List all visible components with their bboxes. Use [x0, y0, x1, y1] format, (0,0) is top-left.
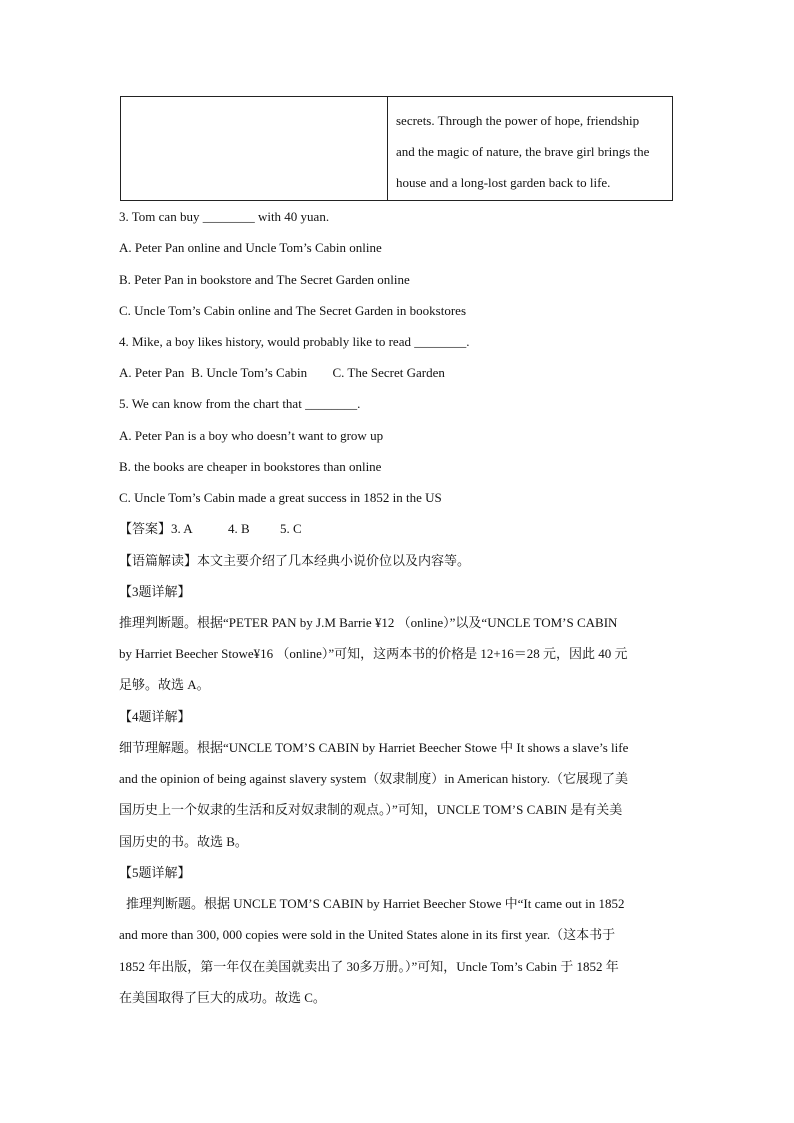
- detail-5-heading: 【5题详解】: [119, 865, 191, 880]
- detail-3-line: by Harriet Beecher Stowe¥16 （online）”可知，这两本书的价格是 12+16＝28 元，因此 40 元: [119, 646, 628, 661]
- detail-4-line: 细节理解题。根据“UNCLE TOM’S CABIN by Harriet Beecher Stowe 中 It shows a slave’s life: [119, 740, 629, 755]
- detail-5-line: 在美国取得了巨大的成功。故选 C。: [119, 990, 326, 1005]
- question-5-stem: 5. We can know from the chart that ________.: [119, 396, 361, 411]
- detail-4-heading: 【4题详解】: [119, 709, 191, 724]
- table-cell-description: [396, 105, 671, 198]
- question-5-option-c: C. Uncle Tom’s Cabin made a great success in 1852 in the US: [119, 490, 442, 505]
- passage-interpretation: 【语篇解读】本文主要介绍了几本经典小说价位以及内容等。: [119, 553, 471, 568]
- answer-5: 5. C: [280, 521, 302, 536]
- question-4-options: [119, 363, 445, 383]
- table-column-divider: [387, 97, 388, 200]
- answer-3: 3. A: [171, 521, 193, 536]
- detail-5-line: 推理判断题。根据 UNCLE TOM’S CABIN by Harriet Beecher Stowe 中“It came out in 1852: [126, 896, 625, 911]
- question-4-option-a: A. Peter Pan: [119, 365, 185, 380]
- table-cell-line: house and a long-lost garden back to life.: [396, 175, 611, 190]
- detail-4-line: 国历史的书。故选 B。: [119, 834, 248, 849]
- question-3-stem: 3. Tom can buy ________ with 40 yuan.: [119, 209, 330, 224]
- question-3-option-c: C. Uncle Tom’s Cabin online and The Secret Garden in bookstores: [119, 303, 467, 318]
- detail-3-line: 推理判断题。根据“PETER PAN by J.M Barrie ¥12 （online）”以及“UNCLE TOM’S CABIN: [119, 615, 618, 630]
- question-5-option-b: B. the books are cheaper in bookstores than online: [119, 459, 382, 474]
- table-cell-line: secrets. Through the power of hope, friendship: [396, 113, 640, 128]
- answer-label: 【答案】: [119, 521, 172, 536]
- question-3-option-b: B. Peter Pan in bookstore and The Secret Garden online: [119, 272, 410, 287]
- question-4-stem: 4. Mike, a boy likes history, would probably like to read ________.: [119, 334, 470, 349]
- question-4-option-c: C. The Secret Garden: [332, 365, 445, 380]
- answer-4: 4. B: [228, 521, 250, 536]
- book-table-fragment: [120, 96, 673, 201]
- answer-line: [119, 519, 302, 539]
- detail-5-line: 1852 年出版，第一年仅在美国就卖出了 30多万册。）”可知，Uncle Tom’s Cabin 于 1852 年: [119, 959, 619, 974]
- detail-3-heading: 【3题详解】: [119, 584, 191, 599]
- question-4-option-b: B. Uncle Tom’s Cabin: [191, 365, 308, 380]
- question-5-option-a: A. Peter Pan is a boy who doesn’t want to grow up: [119, 428, 384, 443]
- detail-3-line: 足够。故选 A。: [119, 677, 210, 692]
- table-cell-line: and the magic of nature, the brave girl brings the: [396, 144, 650, 159]
- detail-5-line: and more than 300, 000 copies were sold in the United States alone in its first year.（这本书于: [119, 927, 616, 942]
- question-3-option-a: A. Peter Pan online and Uncle Tom’s Cabin online: [119, 240, 382, 255]
- detail-4-line: 国历史上一个奴隶的生活和反对奴隶制的观点。）”可知，UNCLE TOM’S CABIN 是有关美: [119, 802, 623, 817]
- detail-4-line: and the opinion of being against slavery system（奴隶制度）in American history.（它展现了美: [119, 771, 628, 786]
